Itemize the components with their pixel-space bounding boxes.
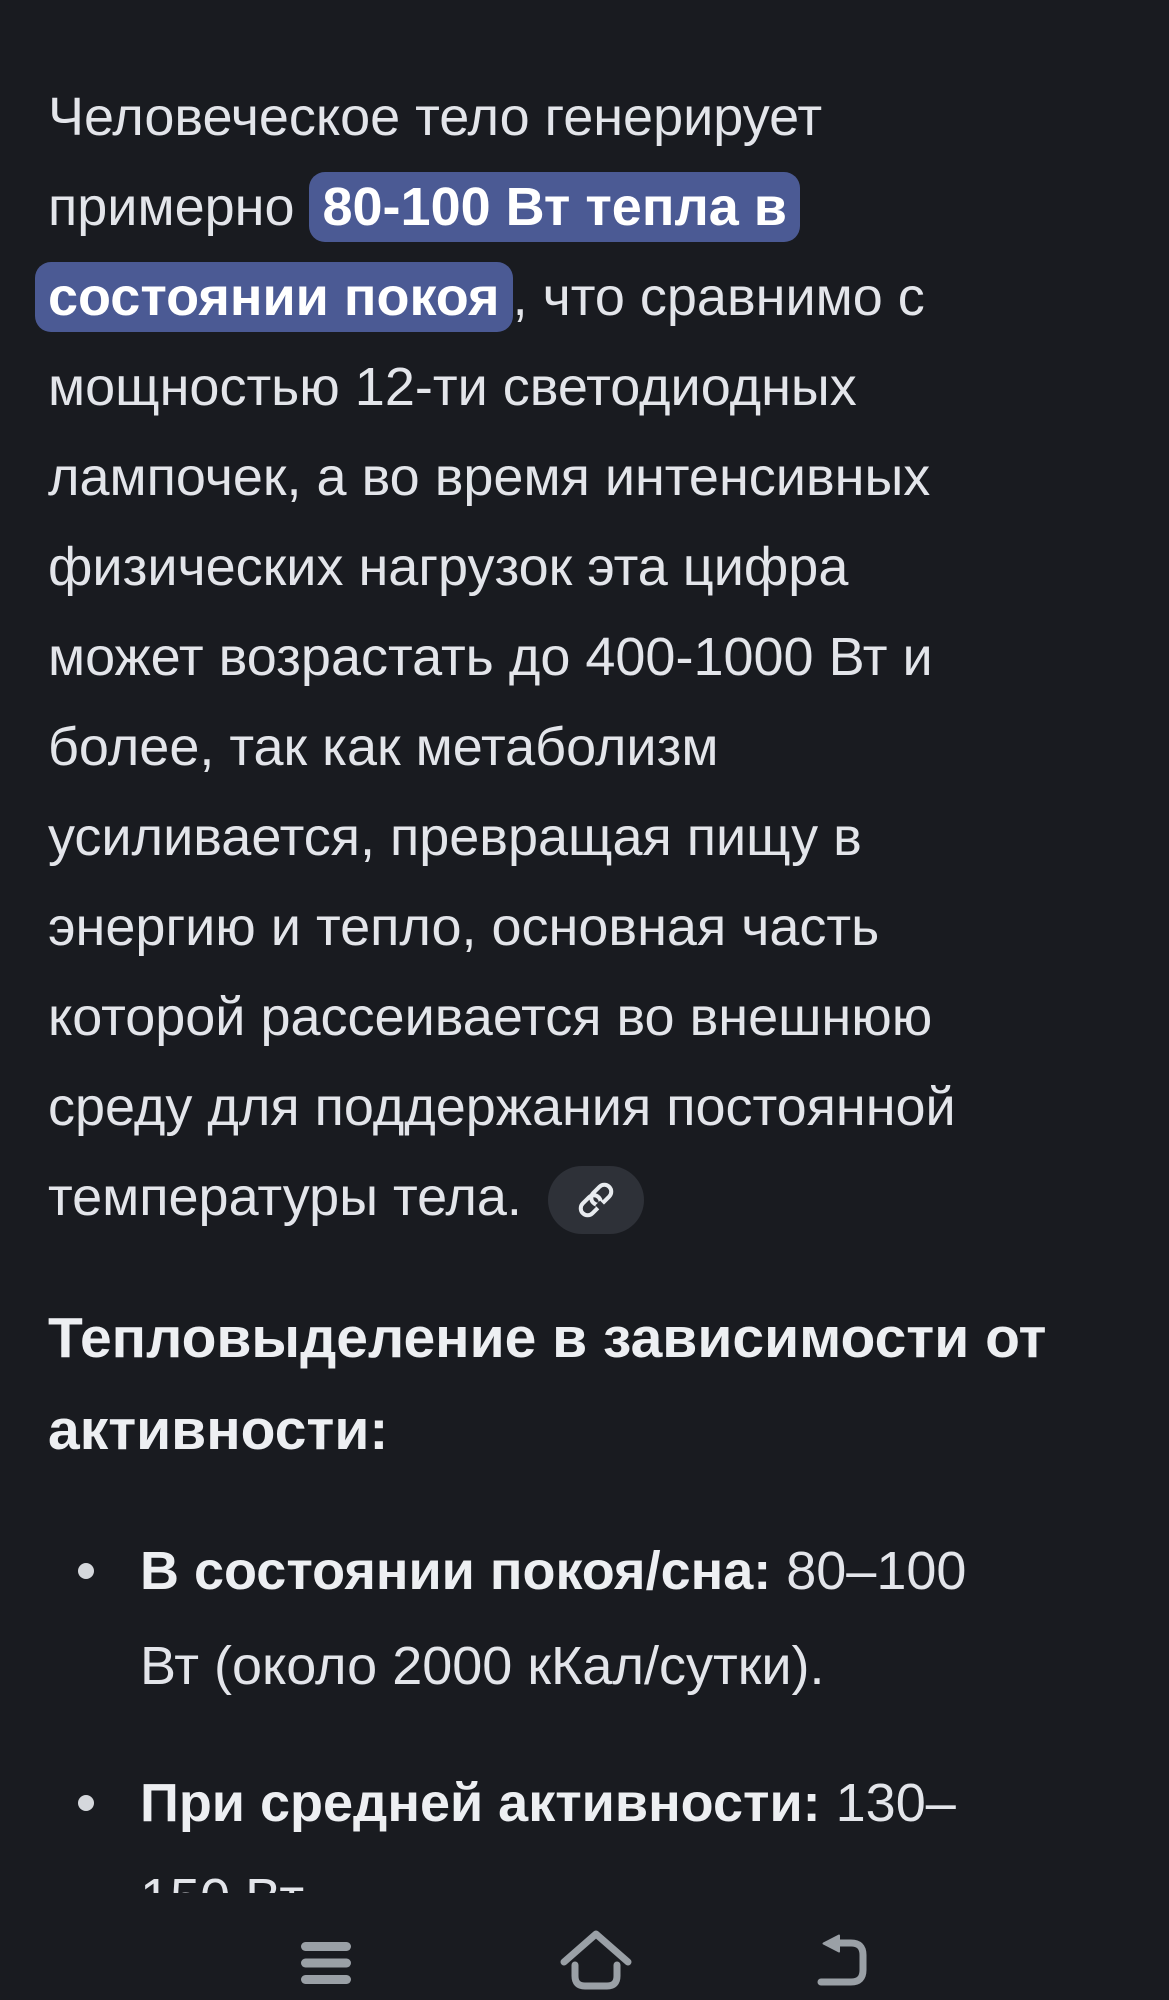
bullet-dot — [78, 1795, 94, 1811]
nav-back-button[interactable] — [811, 1934, 873, 1986]
menu-icon — [300, 1940, 352, 1986]
text-segment: энергию и тепло, основная часть — [48, 897, 880, 957]
text-segment: примерно — [48, 177, 310, 237]
paragraph-line — [48, 342, 1121, 432]
paragraph-line — [48, 702, 1121, 792]
text-segment: Человеческое тело генерирует — [48, 87, 823, 147]
paragraph-line — [48, 252, 1121, 342]
list-item — [48, 1524, 1121, 1714]
paragraph-line — [48, 972, 1121, 1062]
paragraph-line — [48, 72, 1121, 162]
bullet-dot — [78, 1563, 94, 1579]
section-heading — [48, 1292, 1121, 1476]
text-segment: физических нагрузок эта цифра — [48, 537, 849, 597]
android-navigation-bar — [0, 1893, 1169, 2000]
text-segment: Вт (около 2000 кКал/сутки). — [140, 1636, 825, 1696]
text-segment: 130– — [820, 1773, 956, 1833]
back-icon — [811, 1934, 873, 1986]
bullet-label: При средней активности: — [140, 1773, 821, 1833]
text-segment: усиливается, превращая пищу в — [48, 807, 862, 867]
nav-menu-button[interactable] — [300, 1940, 352, 1986]
paragraph-line — [48, 1152, 1121, 1242]
text-segment: которой рассеивается во внешнюю — [48, 987, 933, 1047]
bullet-line — [140, 1756, 1121, 1851]
bullet-marker — [48, 1756, 140, 1811]
source-link-button[interactable] — [548, 1166, 644, 1234]
paragraph-line — [48, 432, 1121, 522]
paragraph-line — [48, 162, 1121, 252]
highlighted-citation-text[interactable]: состоянии покоя — [35, 262, 513, 332]
bullet-marker — [48, 1524, 140, 1579]
answer-paragraph — [48, 72, 1121, 1242]
paragraph-line — [48, 882, 1121, 972]
text-segment: мощностью 12-ти светодиодных — [48, 357, 857, 417]
text-segment: , что сравнимо с — [512, 267, 925, 327]
paragraph-line — [48, 522, 1121, 612]
activity-list — [48, 1524, 1121, 1946]
paragraph-line — [48, 1062, 1121, 1152]
text-segment: может возрастать до 400-1000 Вт и — [48, 627, 933, 687]
home-icon — [558, 1929, 634, 1991]
link-icon — [563, 1167, 628, 1232]
bullet-line — [140, 1619, 1121, 1714]
text-segment: 80–100 — [771, 1541, 967, 1601]
nav-home-button[interactable] — [558, 1929, 634, 1991]
bullet-label: В состоянии покоя/сна: — [140, 1541, 772, 1601]
section-heading-line: Тепловыделение в зависимости от — [48, 1306, 1047, 1370]
bullet-text — [140, 1524, 1121, 1714]
text-segment: лампочек, а во время интенсивных — [48, 447, 931, 507]
bullet-line — [140, 1524, 1121, 1619]
highlighted-citation-text[interactable]: 80-100 Вт тепла в — [309, 172, 800, 242]
paragraph-line — [48, 792, 1121, 882]
text-segment: температуры тела. — [48, 1167, 522, 1227]
section-heading-line: активности: — [48, 1398, 389, 1462]
text-segment: среду для поддержания постоянной — [48, 1077, 956, 1137]
text-segment: более, так как метаболизм — [48, 717, 719, 777]
paragraph-line — [48, 612, 1121, 702]
